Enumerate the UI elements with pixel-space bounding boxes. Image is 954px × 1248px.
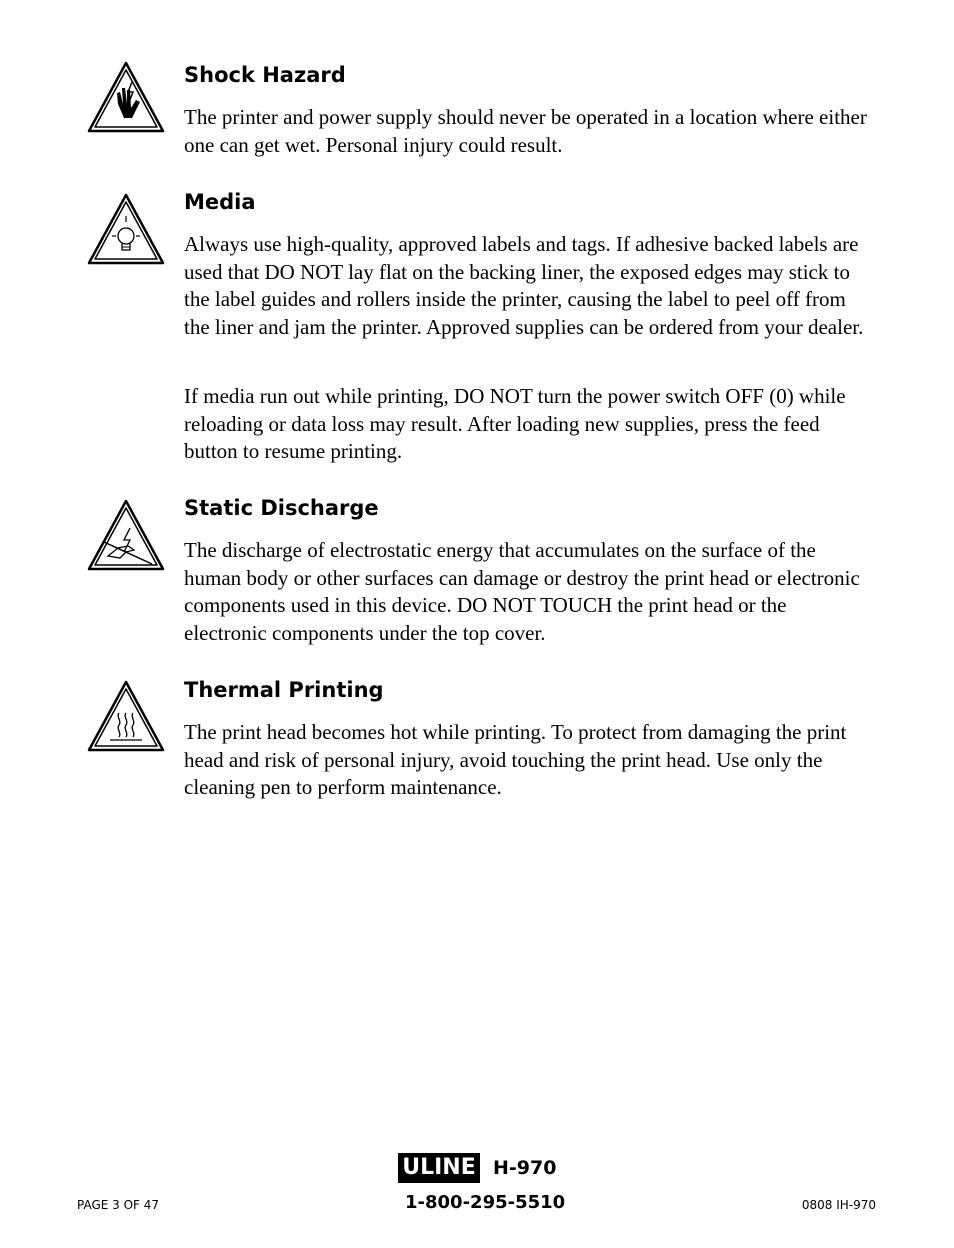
section-heading: Static Discharge xyxy=(184,496,379,520)
section-heading: Thermal Printing xyxy=(184,678,384,702)
static-discharge-icon xyxy=(86,498,166,572)
shock-hazard-hand-icon xyxy=(86,60,166,134)
page-number: PAGE 3 OF 47 xyxy=(77,1198,160,1212)
section-paragraph: The discharge of electrostatic energy that accumulates on the surface of the human body or other surfaces can damage or destroy the print head or electronic components used in this device. DO NOT TOUCH the print head or the electronic components under the top cover. xyxy=(184,538,860,645)
hot-surface-icon xyxy=(86,679,166,753)
uline-logo: ULINE xyxy=(398,1153,480,1183)
section-paragraph: Always use high-quality, approved labels and tags. If adhesive backed labels are used that DO NOT lay flat on the backing liner, the exposed edges may stick to the label guides and rollers inside the printer, causing the label to peel off from the liner and jam the printer. Approved supplies can be ordered from your dealer. xyxy=(184,232,864,339)
phone-number: 1-800-295-5510 xyxy=(405,1192,566,1213)
light-bulb-caution-icon xyxy=(86,192,166,266)
section-heading: Media xyxy=(184,190,256,214)
section-paragraph: The print head becomes hot while printing. To protect from damaging the print head and risk of personal injury, avoid touching the print head. Use only the cleaning pen to perform maintenance. xyxy=(184,720,847,799)
model-number: H-970 xyxy=(493,1157,557,1179)
section-heading: Shock Hazard xyxy=(184,63,346,87)
document-code: 0808 IH-970 xyxy=(801,1198,876,1212)
section-paragraph: The printer and power supply should never be operated in a location where either one can get wet. Personal injury could result. xyxy=(184,105,867,157)
section-paragraph: If media run out while printing, DO NOT turn the power switch OFF (0) while reloading or data loss may result. After loading new supplies, press the feed button to resume printing. xyxy=(184,384,846,463)
